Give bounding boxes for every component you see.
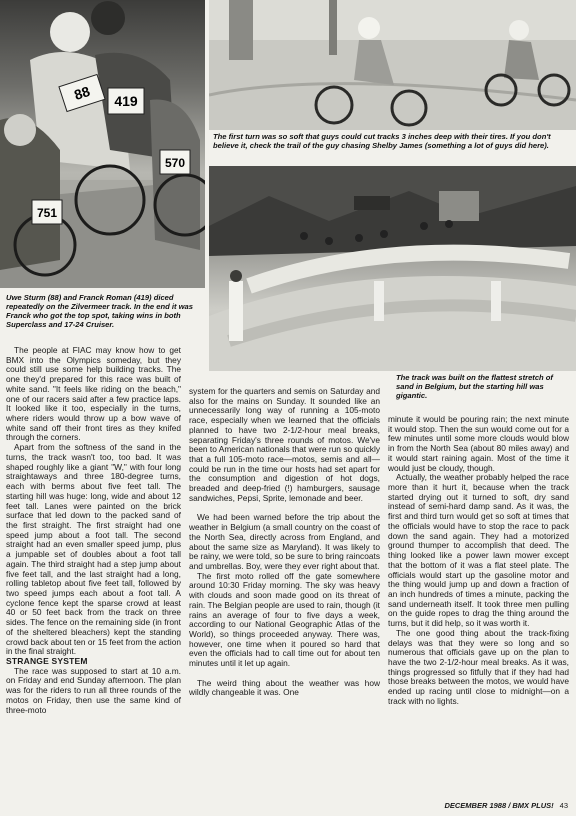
paragraph: The weird thing about the weather was how wildly changeable it was. One <box>189 677 380 698</box>
issue-label: DECEMBER 1988 / BMX PLUS! <box>444 801 554 810</box>
photo-caption-left: Uwe Sturm (88) and Franck Roman (419) diced repeatedly on the Zilvermeer track. In the end it was Franck who got the top spot, taking wins in both Superclass and 17-24 Cruiser. <box>6 293 193 329</box>
photo-caption-first-turn: The first turn was so soft that guys could cut tracks 3 inches deep with their tires. If you don't believe it, check the trail of the guy chasing Shelby James (something a lot of guys did here). <box>213 132 551 150</box>
paragraph: system for the quarters and semis on Saturday and also for the mains on Sunday. It sounded like an unnecessarily long way of running a 105-moto race, especially when we learned that the officials planned to have two 2-1/2-hour meal breaks, separating Friday's three rounds of motos. We've been to American nationals that were run so quickly that a full 105-moto race—motos, semis and all—could be run in the time our hosts had set apart for the consumption and digestion of hot dogs, breaded and deep-fried (!) hamburgers, sausage sandwiches, Pepsi, Sprite, lemonade and beer. <box>189 386 380 503</box>
plate-number: 88 <box>72 82 92 104</box>
paragraph: The first moto rolled off the gate somewhere around 10:30 Friday morning. The sky was heavy with clouds and soon made good on its threat of rain. The Belgian people are used to rain, though (it rains an average of four to five days a week, according to our National Geographic Atlas of the World), so things proceeded anyway. There was, however, one time when it poured so hard that even the officials had to call time out for about ten minutes until it let up again. <box>189 570 380 669</box>
photo-first-turn <box>209 0 576 130</box>
article-column-2 <box>189 387 380 698</box>
paragraph: We had been warned before the trip about the weather in Belgium (a small country on the coast of the North Sea, directly across from England, and about the same size as Maryland). It was likely to be rainy, we were told, so be sure to bring raincoats and umbrellas. Boy, were they ever right about that. <box>189 512 380 571</box>
plate-number: 419 <box>114 93 138 109</box>
paragraph: The race was supposed to start at 10 a.m. on Friday and end Sunday afternoon. The plan was for the riders to run all three rounds of the motos on Friday, then use the same kind of three-moto <box>6 665 181 715</box>
plate-number: 751 <box>36 206 58 220</box>
paragraph: Actually, the weather probably helped the race more than it hurt it, because when the track started drying out it turned to soft, dry sand instead of semi-hard damp sand. As it was, the first and third turn would get so soft at times that the officials would have to stop the race to pack down the sand again. They had a motorized ground thumper to accomplish that deed. The thing looked like a power lawn mower except that the bottom of it was a flat steel plate. The officials would start up the gasoline motor and the thing would jump up and down a fraction of an inch hundreds of times a minute, packing the sand underneath itself. It took three men pulling on the guide ropes to drag the thing around the turns, but it did help, so it was worth it. <box>388 472 569 629</box>
page-footer <box>444 801 568 810</box>
paragraph: Apart from the softness of the sand in the turns, the track wasn't too, too bad. It was shaped roughly like a giant "W," with four long straightaways and three 180-degree turns, each with berms about five feet tall. The starting hill was huge: long, wide and about 12 feet tall. Lanes were painted on the brick surface that led down to the packed sand of the first straight. The first straight had one speed jump about a foot tall. The second straight had an even smaller speed jump, plus a jumpable set of doubles about a foot tall again. The third straight had a step jump about five feet tall, and the last straight had a long, rolling tabletop about five feet tall, followed by two speed jumps each about a foot tall. A cyclone fence kept the sparse crowd at least 40 or 50 feet back from the track on three sides. The fence on the remaining side (in front of the sheltered bleachers) kept the standing crowd back about ten or 15 feet from the action in the final straight. <box>6 442 181 657</box>
plate-number: 570 <box>164 156 186 170</box>
photo-track-panorama <box>209 166 576 371</box>
article-column-1 <box>6 346 181 715</box>
page-number: 43 <box>559 801 568 810</box>
section-heading: STRANGE SYSTEM <box>6 656 88 666</box>
paragraph: minute it would be pouring rain; the next minute it would stop. Then the sun would come out for a few minutes until some more clouds would blow in from the North Sea (about 80 miles away) and it would start raining again. Most of the time it would just be cloudy, though. <box>388 414 569 473</box>
paragraph: The one good thing about the track-fixing delays was that they were so long and so numerous that officials gave up on the plan to have the two 2-1/2-hour meal breaks. As it was, things progressed so fitfully that if they had had those breaks between the motos, we would have ended up racing until close to midnight—on a track with no lights. <box>388 627 569 706</box>
paragraph: The people at FIAC may know how to get BMX into the Olympics someday, but they could still use some help building tracks. The one they'd prepared for this race was built of white sand. "It feels like riding on the beach," one of our racers said after a few practice laps. It looked like it too, especially in the turns, where riders would throw up a bow wave of white sand off their front tires as they knifed through the corners. <box>6 345 181 443</box>
photo-caption-track: The track was built on the flattest stretch of sand in Belgium, but the starting hill was gigantic. <box>396 373 553 400</box>
article-column-3 <box>388 415 569 707</box>
photo-riders-racing <box>0 0 205 288</box>
